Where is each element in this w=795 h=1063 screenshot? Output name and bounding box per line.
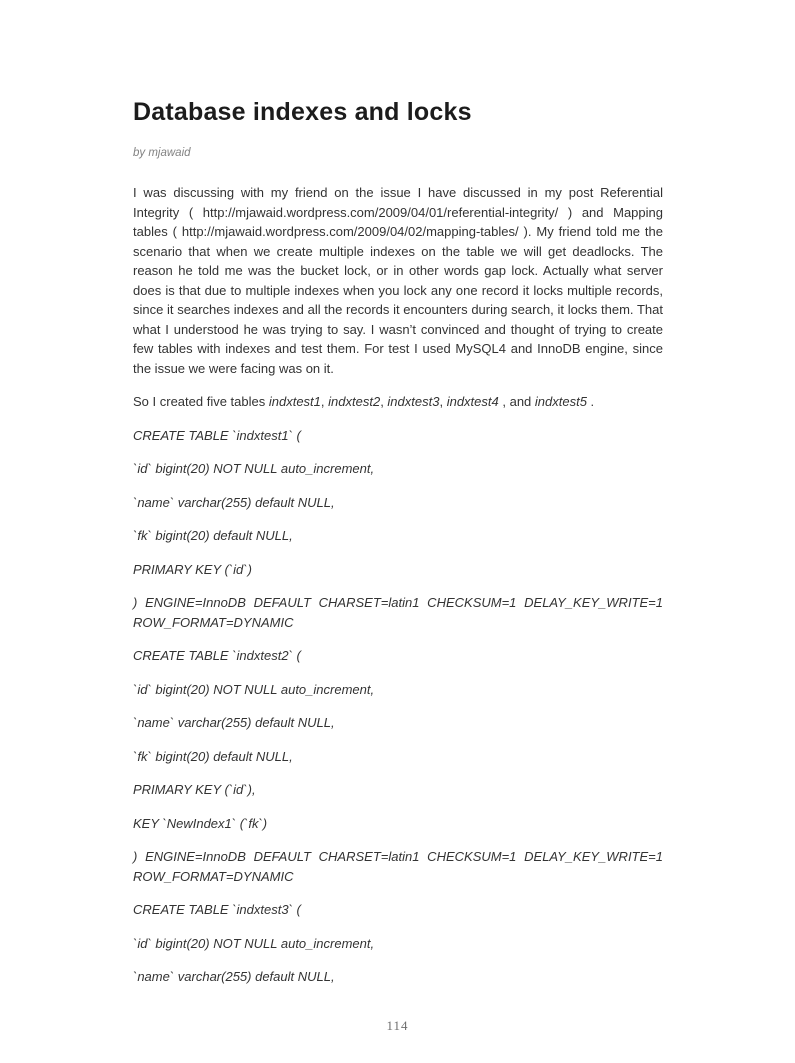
sql-line: ) ENGINE=InnoDB DEFAULT CHARSET=latin1 CHECKSUM=1 DELAY_KEY_WRITE=1 ROW_FORMAT=DYNAMIC — [133, 849, 663, 884]
tables-list-paragraph — [133, 392, 663, 412]
sql-line: CREATE TABLE `indxtest1` ( — [133, 427, 301, 443]
page-number: 114 — [386, 1018, 409, 1033]
text-run: So I created five tables — [133, 394, 269, 409]
sql-line: `fk` bigint(20) default NULL, — [133, 748, 293, 764]
text-run: , and — [498, 394, 535, 409]
text-run: . — [586, 394, 595, 409]
sql-line: CREATE TABLE `indxtest2` ( — [133, 648, 301, 663]
sql-line: `id` bigint(20) NOT NULL auto_increment, — [133, 935, 375, 951]
sql-line: PRIMARY KEY (`id`) — [133, 561, 252, 577]
sql-line: `fk` bigint(20) default NULL, — [133, 528, 293, 543]
sql-line: `name` varchar(255) default NULL, — [133, 494, 335, 510]
intro-paragraph: I was discussing with my friend on the issue I have discussed in my post Referential Integrity ( http://mjawaid.wordpress.com/2009/04/01/referential-integrity/ ) and Mapping tables ( http://mjawaid.wordpress.com/2009/04/02/mapping-tables/ ). My friend told me the scenario that when we create multiple indexes on the table we will get deadlocks. The reason he told me was the bucket lock, or in other words gap lock. Actually what server does is that due to multiple indexes when you lock any one record it locks multiple records, since it searches indexes and all the records it encounters during search, it locks them. That what I understood he was trying to say. I wasn’t convinced and thought of trying to create few tables with indexes and test them. For test I used MySQL4 and InnoDB engine, since the issue we were facing was on it. — [133, 185, 663, 376]
sql-line: ) ENGINE=InnoDB DEFAULT CHARSET=latin1 CHECKSUM=1 DELAY_KEY_WRITE=1 ROW_FORMAT=DYNAMIC — [133, 595, 663, 630]
sql-statements — [133, 426, 663, 987]
text-run: , — [320, 394, 329, 409]
sql-lines-container — [133, 426, 663, 987]
sql-line: `id` bigint(20) NOT NULL auto_increment, — [133, 681, 375, 697]
sql-line: `name` varchar(255) default NULL, — [133, 715, 335, 730]
table-name: indxtest5 — [534, 394, 587, 409]
sql-line: `name` varchar(255) default NULL, — [133, 969, 335, 984]
text-run: , — [439, 394, 447, 409]
sql-line: KEY `NewIndex1` (`fk`) — [133, 815, 268, 831]
sql-line: PRIMARY KEY (`id`), — [133, 782, 256, 797]
sql-line: CREATE TABLE `indxtest3` ( — [133, 902, 301, 917]
text-run: , — [380, 394, 388, 409]
author-byline: by mjawaid — [133, 147, 191, 159]
document-content — [133, 97, 663, 987]
table-name: indxtest4 — [446, 394, 499, 409]
table-name: indxtest1 — [268, 394, 321, 409]
table-name: indxtest2 — [328, 394, 381, 409]
page-title: Database indexes and locks — [133, 98, 472, 126]
sql-line: `id` bigint(20) NOT NULL auto_increment, — [133, 461, 375, 476]
table-name: indxtest3 — [387, 394, 440, 409]
